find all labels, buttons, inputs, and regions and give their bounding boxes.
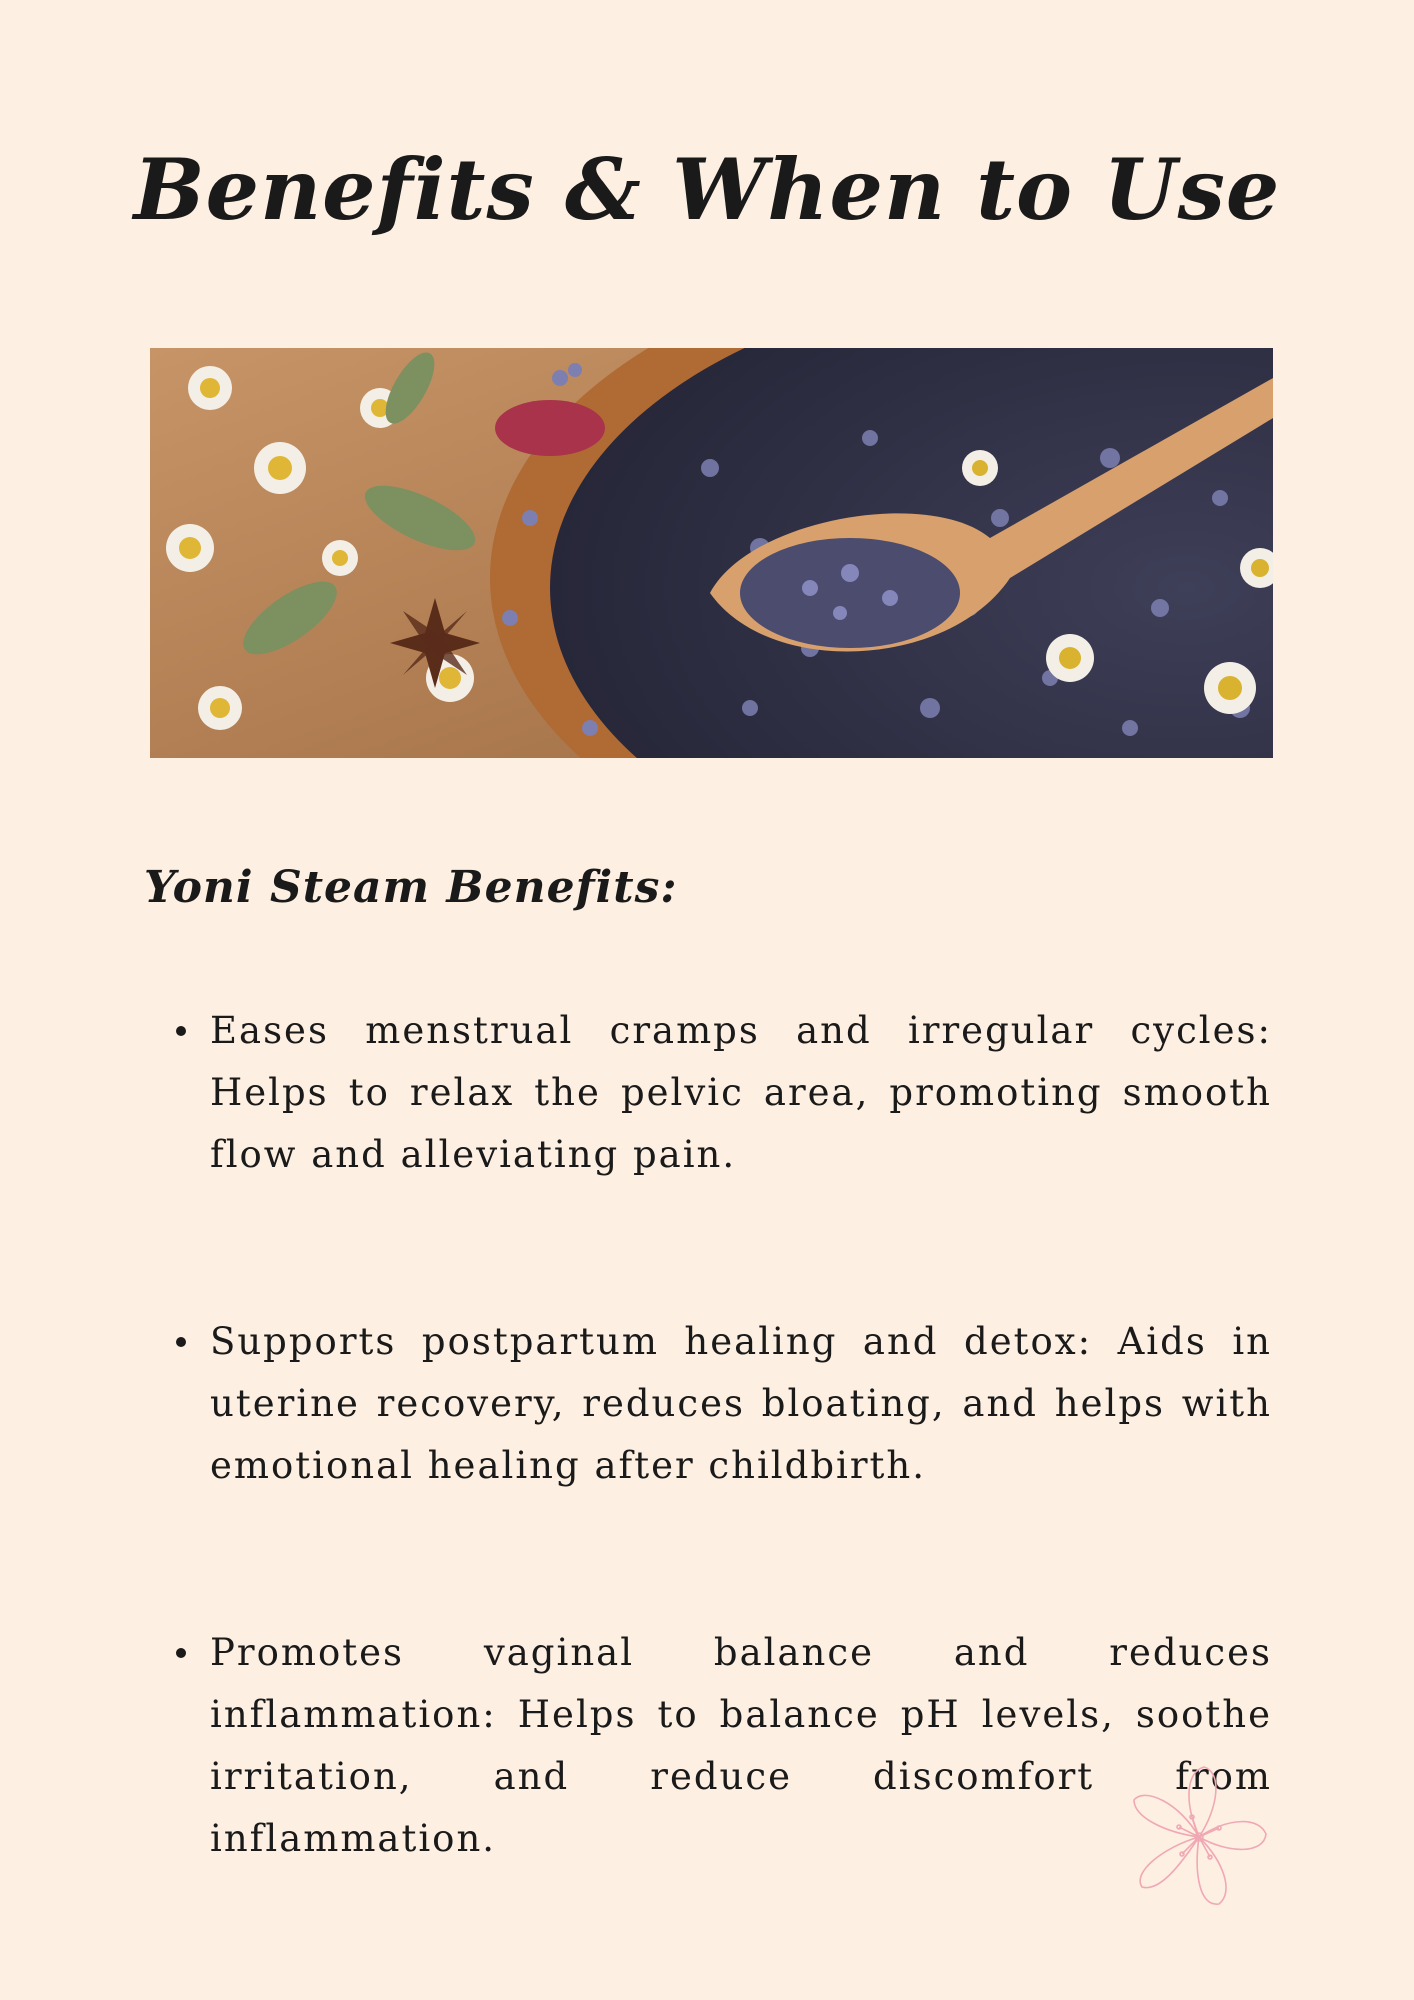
hero-herbs-photo (150, 348, 1273, 758)
list-item: Supports postpartum healing and detox: Aids in uterine recovery, reduces bloating, and helps with emotional healing after childbirth. (210, 1311, 1272, 1497)
flower-outline-icon (1124, 1762, 1274, 1912)
section-heading: Yoni Steam Benefits: (144, 862, 678, 913)
page-title: Benefits & When to Use (133, 140, 1281, 239)
list-item: Promotes vaginal balance and reduces inflammation: Helps to balance pH levels, soothe irritation, and reduce discomfort from inflammation. (210, 1622, 1272, 1870)
herbs-photo-illustration (150, 348, 1273, 758)
list-item: Eases menstrual cramps and irregular cycles: Helps to relax the pelvic area, promoting smooth flow and alleviating pain. (210, 1000, 1272, 1186)
benefits-list (210, 1000, 1272, 1995)
